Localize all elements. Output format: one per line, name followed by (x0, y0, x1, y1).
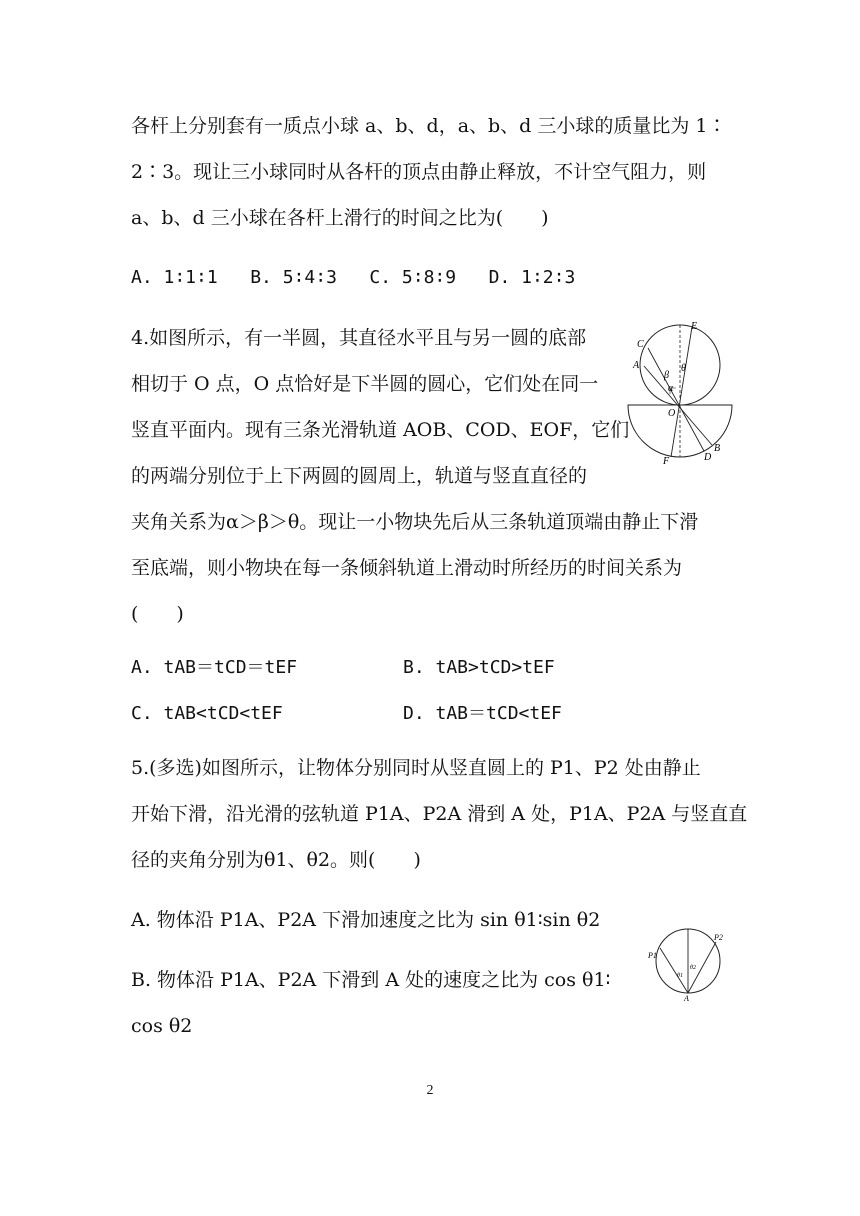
q4-option-c: C. tAB<tCD<tEF (131, 703, 283, 724)
q4-line-4: 的两端分别位于上下两圆的圆周上，轨道与竖直直径的 (131, 465, 588, 487)
q5-label-a: A (684, 994, 689, 1001)
q4-label-c: C (637, 339, 644, 350)
q5-line-2: 开始下滑，沿光滑的弦轨道 P1A、P2A 滑到 A 处，P1A、P2A 与竖直直 (131, 803, 748, 825)
q4-label-theta: θ (681, 363, 686, 374)
q4-line-3: 竖直平面内。现有三条光滑轨道 AOB、COD、EOF，它们 (131, 419, 630, 441)
q4-label-beta: β (664, 370, 669, 381)
q4-label-e: E (691, 321, 698, 332)
q3-line-3: a、b、d 三小球在各杆上滑行的时间之比为( ) (131, 207, 549, 229)
q4-label-b: B (714, 443, 721, 454)
q5-option-b-line-1: B. 物体沿 P1A、P2A 下滑到 A 处的速度之比为 cos θ1∶ (131, 969, 611, 991)
q4-line-6: 至底端，则小物块在每一条倾斜轨道上滑动时所经历的时间关系为 (131, 557, 683, 579)
q4-label-a: A (633, 360, 640, 371)
q5-label-theta2: θ2 (690, 965, 696, 971)
q3-line-2: 2∶3。现让三小球同时从各杆的顶点由静止释放，不计空气阻力，则 (131, 161, 707, 183)
q5-figure (644, 925, 728, 1001)
q4-label-f: F (663, 456, 670, 467)
q4-label-d: D (704, 452, 712, 463)
q4-line-7: ( ) (131, 603, 184, 625)
q4-figure (620, 318, 740, 468)
page-number: 2 (426, 1083, 434, 1098)
q5-line-3: 径的夹角分别为θ1、θ2。则( ) (131, 849, 421, 871)
q4-line-1: 4.如图所示，有一半圆，其直径水平且与另一圆的底部 (131, 327, 587, 349)
q5-label-theta1: θ1 (677, 973, 683, 979)
q4-option-d: D. tAB＝tCD<tEF (403, 703, 562, 724)
q5-option-a: A. 物体沿 P1A、P2A 下滑加速度之比为 sin θ1∶sin θ2 (131, 909, 601, 931)
q4-line-5: 夹角关系为α＞β＞θ。现让一小物块先后从三条轨道顶端由静止下滑 (131, 511, 699, 533)
q3-line-1: 各杆上分别套有一质点小球 a、b、d，a、b、d 三小球的质量比为 1∶ (131, 115, 727, 137)
q3-options: A. 1∶1∶1 B. 5∶4∶3 C. 5∶8∶9 D. 1∶2∶3 (131, 267, 576, 288)
q4-label-o: O (668, 408, 676, 419)
q4-label-alpha: α (668, 383, 674, 394)
q5-label-p2: P2 (714, 933, 723, 942)
q5-option-b-line-2: cos θ2 (131, 1015, 193, 1037)
q4-option-b: B. tAB>tCD>tEF (403, 657, 555, 678)
q4-line-2: 相切于 O 点，O 点恰好是下半圆的圆心，它们处在同一 (131, 373, 599, 395)
q5-label-p1: P1 (648, 951, 657, 960)
q5-line-1: 5.(多选)如图所示，让物体分别同时从竖直圆上的 P1、P2 处由静止 (131, 757, 701, 779)
q4-option-a: A. tAB＝tCD＝tEF (131, 657, 298, 678)
